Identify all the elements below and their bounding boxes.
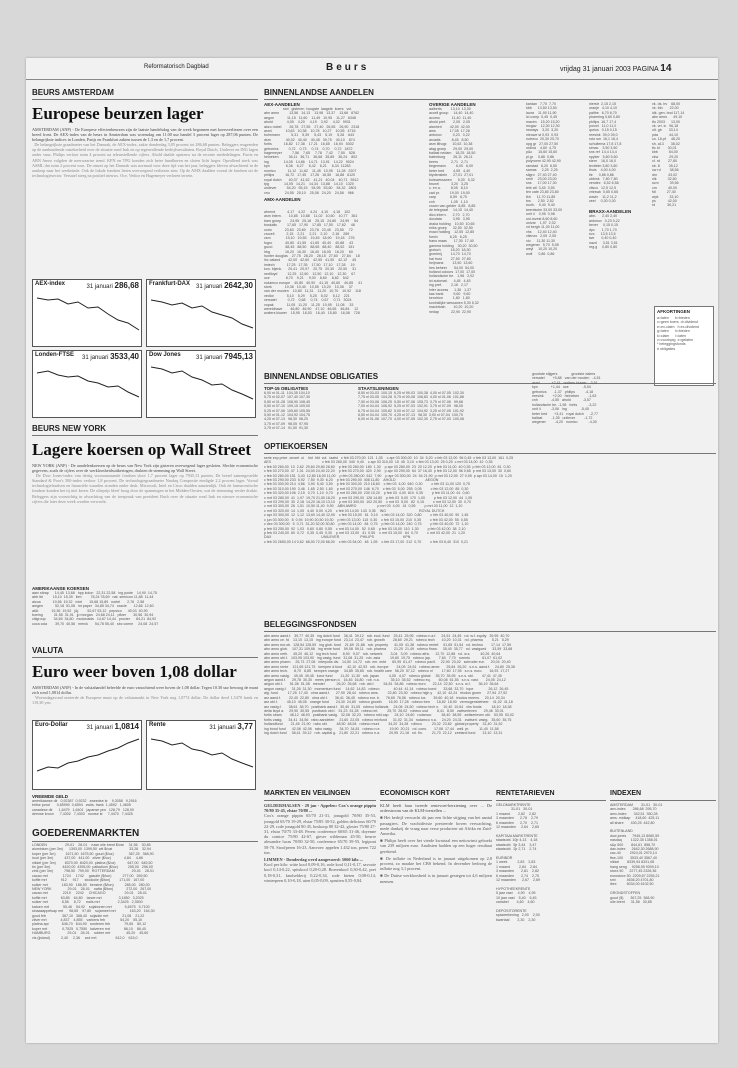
article-headline: Lagere koersen op Wall Street (32, 440, 252, 459)
table-title: AMX-AANDELEN (264, 197, 301, 203)
article-headline: Europese beurzen lager (32, 104, 204, 123)
table-body: LONDEN 29-01 28-01 ruwe olie brent $/vat 31,56 30,85 aluminium (per 3m) 1393,00 1399,50 wti $/vat 33,28 32,94 koper (per 3m) 1671,50 1675,50 goud ($/oz) 367,25 368,90 lood (per 3m) 437,00 441,00 zilver ($/oz) 4,84 4,86 nikkel (per 3m) 8370,00 8420,00 platina ($/oz) 647,00 645,50 tin (per 3m) 4420,00 4395,00 palladium ($/oz) 255,00 256,00 zink (per 3m) 798,50 799,00 ROTTERDAM 29-01 28-01 cacao mrt 1724 1742 gasolie ($/ton) 277,00 269,50 koffie mrt 912 917 stookolie ($/ton) 171,00 167,00 suiker mrt 183,90 186,50 benzine ($/ton) 285,00 280,00 NEW YORK 29-01 28-01 nafta ($/ton) 272,00 267,00 cacao mrt 2219 2242 CHICAGO 29-01 28-01 koffie mrt 63,85 64,80 tarwe mrt 3,1850 3,2025 suiker mrt 8,56 8,72 maïs mrt 2,3425 2,3500 katoen mrt 55,46 54,92 sojabonen mrt 5,6575 5,7100 sinaasappelsap mrt 98,65 97,80 sojameel mrt 163,20 164,30 goud feb 367,10 368,40 sojaolie mrt 21,08 21,22 zilver mrt 4,837 4,855 varkens feb 54,20 55,10 platina apr 646,70 644,90 runderen feb 79,65 80,12 koper mrt 0,7525 0,7550 kalveren mrt 86,10 86,40 HAMBURG 29-01 28-01 rubber mrt 45,20 45,60 vis (ijsland) 2,40 2,36 wol mrt 612,0 615,0 (32, 843, 155, 940)
chart-dax (146, 279, 256, 347)
section-optiekoersen (264, 442, 716, 618)
chart-line (147, 361, 257, 409)
table-body: 6,00 nl 01-11 104,35 104,10 5,75 nl 02-07 107,40 107,30 5,50 nl 01-28 108,90 108,45 5,50 nl 07-10 109,15 109,00 5,25 nl 07-06 105,60 105,55 5,00 nl 01-12 104,92 104,75 4,25 nl 07-13 98,30 98,20 3,75 nl 07-09 98,05 97,95 3,75 nl 07-14 91,50 91,30 (264, 391, 310, 431)
article-body: AMSTERDAM (ANP) - De Europese effectenbeurzen zijn de laatste handelsdag van de week begonnen met koersverliezen over een breed front. De AEX-index van de beurs in Amsterdam was woensdag om 11.00 uur handel 3 procent lager op 287,06 punten. De belangrijkste indices in Londen, Parijs en Frankfurt zakten tussen de 1,3 en de 1,7 procent. De belangrijkste graadmeter van het Damrak, de AEX-index, zakte donderdag 3,05 procent tot 286,68 punten. Beleggers reageerden op de aanhoudende onzekerheid over de situatie rond Irak en op tegenvallende bedrijfsresultaten. Royal Dutch, Unilever en ING lagen onder vuur. Philips verloor ruim 4 procent na teleurstellende cijfers. Ahold daalde opnieuw na de recente mededelingen. Fortis en ABN Amro volgden de neerwaartse trend. KPN en TPG konden zich beter handhaven en sloten licht hoger. Opvallend sterk was ASML dat ruim 2 procent won. De omzet op het Damrak was normaal voor deze tijd van het jaar, beleggers bleven afwachtend in de aanloop naar het weekeinde. Ook de lokale fondsen lieten overwegend verliezen zien. Op de AMX daalden vooral de fondsen uit de technologiesector. Versatel steeg na positief nieuws. Oce, Vedior en Hagemeyer verloren terrein. (32, 127, 258, 178)
section-markten-veilingen (264, 790, 376, 1042)
paper-name: Reformatorisch Dagblad (144, 64, 209, 70)
chart-line (147, 731, 257, 781)
chart-value: 31 januari 3,77 (209, 722, 253, 731)
article-body: NEW YORK (ANP) - De aandelenkoersen op de beurs van New York zijn gisteren overwegend lager gesloten. Slechte economische gegevens, zoals de cijfers over de werkloosheidsuitkeringen, drukten de stemming op Wall Street. De Dow Jones-index van dertig vooraanstaande fondsen sloot 1,7 procent lager op 7945,13 punten. De breed samengestelde Standard & Poor's 500-index verloor 1,8 procent. De technologiegraadmeter Nasdaq Composite eindigde 2,2 procent lager. Vooral technologiefondsen en financiële waarden stonden onder druk. Microsoft, Intel en Cisco daalden aanzienlijk. Ook de farmaceutische fondsen konden het tij niet keren. De olieprijs bleef hoog door de spanningen in het Midden-Oosten, wat de stemming verder drukte. Beleggers zijn voorzichtig in afwachting van de toespraak van president Bush over de situatie rond Irak en nieuwe economische cijfers die later deze week worden verwacht. (32, 463, 258, 504)
box-body: a=laten b=bieden c=geen koers d=dividend e=ex-claim f=ex-dividend g=laten h=bieden k=claim l=laten v=voorlopig x=gelaten * beleggingsfonds # obligaties (657, 316, 699, 351)
table-amerikaanse-koersen (32, 586, 258, 644)
newspaper-page (26, 58, 718, 1043)
chart-ftse (32, 350, 142, 418)
table-body: abe- 2,40 2,40 antonov 0,23 0,22 bever 0,15 0,15 dpc 1,70 1,70 ezc 13,5 13,5 iwe 0,40 0,40 nazd 3,51 3,51 reg.g 0,80 0,80 (589, 214, 620, 250)
table-body: AMSTERDAM 31-01 30-01 aex-index 286,68 295,70 amx-index 342,51 350,28 ams. midkap 418,60 425,11 all share 430,25 442,80 BUITENLAND dow jones 7945,13 8080,59 nasdaq 1322,35 1358,01 s&p 500 844,61 858,70 dax-index 2642,30 2688,90 cac-40 2924,01 2970,14 ftse-100 3533,40 3567,40 nikkei 8339,94 8331,08 hang seng 9258,95 9309,10 stoxx 50 2277,45 2326,36 eurostoxx 50 2209,67 2255,21 smi 4636,20 4701,80 ibex 6034,00 6102,50 GRONDSTOFFEN goud ($) 367,25 368,90 olie brent 31,56 30,85 (610, 803, 663, 904)
section-beleggingsfondsen (264, 620, 716, 786)
table-body: abn amro aand.f. 39,77 40,35 ing dutch fund 38,41 39,12 rob. ecol. fund 25,41 25,95 robeco n.a.f. 24,51 24,45 rol. w.f. equity 39,95 40,70 abn amro ce. fd 13,10 13,15 ing europe fund 23,14 23,47 rob. growth 28,60 29,21 robeco tech 10,20 10,31 rol. pharma 5,21 5,29 abn amro eur.ob. 128,54 128,59 ing glob. fund 21,69 21,88 rob. property 41,05 41,38 robeco rentef. 51,65 51,54 rol. techno 17,14 17,59 abn amro glob. 107,31 109,66 ing rente fund 59,08 59,11 rob. pharma 21,20 21,49 robeco finan. 35,40 35,77 rol. vastgoed 33,59 33,68 abn amro neth. 45,20 46,12 ing tech fund 8,90 9,07 rob. netwerk 3,04 3,09 robeco afric. 12,70 12,88 rol. w.s. 40,26 40,64 abn amro obl.f. 103,95 103,90 ing vastg. fund 31,08 31,25 rob. asia 19,60 19,75 robeco jap. 7,60 7,70 rorento 61,07 61,02 abn amro pharm. 26,73 27,08 interpolis div. 14,50 14,72 rob. em. mrkt 60,95 61,47 robeco pacif. 22,90 23,02 schroder eur. 20,04 20,40 abn amro rente 121,65 121,75 kempen d.fund 42,10 42,93 rob. europe 24,05 24,51 robeco amer. 25,84 26,20 s.n.s. aand.f. 24,80 25,38 abn amro tech. 8,70 8,85 kempen orange 34,85 35,65 rob. health care 56,20 57,12 robeco nl 17,60 17,95 s.n.s. euro. 16,93 17,27 abn amro vastg. 49,45 49,45 luxor fund 11,20 11,30 rob. japan 4,05 4,07 robeco global 35,70 35,95 s.n.s. obl. 47,41 47,45 aegon aand.f. 29,78 30,30 mees pierson d. 16,45 16,80 rob. n.a. 35,10 35,52 robeco eq. 60,08 61,55 s.n.s. vast. 24,05 24,12 aegon obl.f. 51,06 51,08 mendel 26,20 26,68 rob. obl.f. 54,81 54,86 robeco euro 22,14 22,50 s.n.s. w.f. 36,19 36,64 aegon vastg.f. 31,28 31,30 momentum fund 14,62 14,83 robeco 40,44 41,14 robeco bond 33,68 33,70 tope 26,12 26,45 alg. fund 17,25 17,40 ohra aand.f. 27,90 28,44 robeco ams. 22,80 23,30 robeco high y 42,10 42,24 triodos groen 27,94 27,92 asr aand.f. 22,40 22,80 ohra obl.f. 36,41 36,45 robeco eur. b. 76,65 76,56 robeco lux. 39,60 40,18 triodos meerw. 20,14 20,34 asr obl.f. 45,10 45,05 orange fund 24,30 24,80 robeco growth 16,90 17,28 robeco tren 18,82 18,90 vermogensbeheer 41,02 41,18 asr vastg.f. 38,61 38,70 postbank aand.f. 30,40 31,05 robeco hollands 24,08 24,50 robeco tech n. 10,40 10,64 vhs fonds 18,10 18,38 delta lloyd a. 29,90 30,55 postbank obl.f. 51,23 51,28 robeco int. 25,70 26,02 robeco usd 8,41 8,50 zwitserleven 29,46 30,01 fortis obam 48,12 48,93 postbank vastg. 32,08 32,23 robeco mid cap 24,10 24,60 rodamco 38,40 38,55 zwitserleven obl. 53,05 53,02 fortis vastg. 34,41 34,56 rabo aandelen 21,60 22,05 robeco mixfund 31,02 31,34 rodamco n.a. 24,20 24,31 zwitserl. vastg. 35,60 35,75 hollandfund 21,45 21,90 rabo obl. 48,50 48,54 robeco muni 34,20 34,28 rolinco 23,32 23,82 global property 31,40 31,52 ing bond fund 42,08 42,06 rabo vastg. 34,70 34,81 robeco n.e. 19,90 20,21 rol. cons. 17,08 17,44 well. pr. 11,40 11,58 ing dutch fund 38,41 39,12 rob. capital g. 21,80 22,21 robeco n.a. 20,95 21,18 rol. fin. 21,70 22,12 zeeland fund 13,10 13,31 (264, 634, 515, 735)
table-body: ahrend 4,17 4,22 4,24 4,10 4,18 102 asm intern. 10,85 10,88 11,02 10,60 10,77 361 bam groep 24,95 25,18 25,15 24,80 24,99 54 boskalis 17,65 17,90 17,85 17,50 17,62 46 corio 23,60 23,60 23,78 23,45 23,55 72 crucell 2,15 2,21 2,21 2,10 2,16 289 csm 19,10 19,55 19,45 18,90 19,18 276 fugro 40,80 41,55 41,65 40,40 40,88 43 gucci 88,45 88,50 88,65 88,40 88,52 151 hbg 16,20 16,30 16,40 16,05 16,20 60 hunter douglas 27,75 28,20 28,15 27,60 27,84 18 ihc caland 42,00 42,60 42,55 41,50 42,12 45 imtech 17,25 17,35 17,50 17,10 17,28 19 kon. bijenk. 20,41 20,97 20,75 20,30 20,50 31 nedlloyd 12,25 12,60 12,50 12,10 12,30 67 oce 8,70 9,21 9,00 8,60 8,82 542 rodamco europe 40,80 40,90 41,15 40,60 40,85 41 stork 10,36 10,40 10,55 10,20 10,38 37 van der moolen 10,80 11,31 11,20 10,70 10,92 118 vedior 5,10 5,29 5,25 5,02 5,12 221 versatel 0,72 0,68 0,74 0,67 0,71 3024 vopak 11,05 11,20 11,25 10,95 11,08 33 wereldhave 46,80 46,90 47,10 46,65 46,84 12 wolters kluwer 15,95 16,53 16,40 15,80 16,08 728 (264, 210, 363, 316)
table-title: AEX-AANDELEN (264, 102, 300, 107)
article-beurs-amsterdam (32, 88, 258, 278)
table-body: GELDMARKTRENTE 31-01 30-01 1 maand 2,82 2,82 3 maanden 2,78 2,79 6 maanden 2,70 2,71 12 maanden 2,64 2,65 KAPITAALMARKTRENTE staatsobl. 10jr 4,13 4,18 staatsobl. 5jr 3,44 3,47 staatsobl. 2jr 2,71 2,74 EURIBOR 1 week 2,83 2,83 1 maand 2,84 2,84 3 maanden 2,81 2,82 6 maanden 2,74 2,75 12 maanden 2,67 2,69 HYPOTHEEKRENTE 5 jaar vast 4,90 4,95 10 jaar vast 5,40 5,45 variabel 4,60 4,60 DEPOSITORENTE spaarrekening 2,00 2,00 kwartaal 2,30 2,30 (496, 803, 540, 922)
section-title: BINNENLANDSE AANDELEN (264, 88, 374, 97)
page-header (26, 58, 718, 80)
chart-line (147, 290, 257, 338)
section-goederenmarkten (32, 828, 258, 1042)
section-body: GELDERMALSEN - 29 jan - Appelen: Cox's orange pippin 70/80 35-45, elstar 70/80 ... Cox's orange pippin 65/70 21-31, jonagold 70/80 35-53, jonagold 65/70 19-29, elstar 75/85 30-52, golden delicious 60/70 22-29, rode jonagold 80 45, boskoop 80 32-42, gloster 75/80 27-31, elstar 70/75 33-48. Peren: conference 60/65 31-46, doyenne du comice 75/80 42-67, gieser wildeman 45-50, beurre alexandre lucas 70/80 32-50, conference 65/70 39-55, legipont 58-70. Stoofperen 16-23. Aanvoer: appelen 1.432 ton, peren 722 ton. LIMMEN - Donderdag werd aangevoerd: 5060 kilo ... Kool per kilo: witte kool 0,09-0,16, rode kool 0,11-0,17, savooie kool 0,14-0,22, spitskool 0,20-0,28. Boerenkool 0,30-0,42, prei 0,18-0,31, knolselderij 0,22-0,34, rode bieten 0,08-0,14, winterpeen 0,10-0,18, uien 0,05-0,09, spruiten 0,55-0,84. (264, 803, 376, 883)
section-binnenlandse-obligaties (264, 372, 716, 438)
chart-value: 31 januari 3533,40 (82, 352, 139, 361)
article-headline: Euro weer boven 1,08 dollar (32, 662, 237, 681)
table-body: serie exp.price omzet oi hld hfd vol. laatst c feb 03 270,00 121 1,35 c apr 03 300,00 10 34 5,20 c feb 03 12,00 96 0,45 c feb 03 13,00 161 0,25 AEX c feb 03 280,00 340 9,40 c apr 03 310,00 15 45 3,10 c feb 03 13,00 25 0,25 c mrt 03 14,00 42 0,35 c feb 03 260,00 10 2,62 29,60 29,80 28,60 p feb 03 260,00 180 1,30 p apr 03 280,00 23 20 12,20 p feb 03 11,00 40 0,35 p feb 03 12,00 81 0,30 c feb 03 270,00 47 1,01 24,00 24,40 22,20 p feb 03 270,00 420 2,90 p apr 03 290,00 64 37 16,40 p feb 03 12,00 56 0,65 p mrt 03 13,00 30 0,60 c feb 03 280,00 151 3,43 12,80 16,00 11,00 p feb 03 280,00 612 7,90 p apr 03 300,00 24 54 21,90 p mrt 03 12,00 27 0,95 p apr 03 14,00 15 1,20 c feb 03 290,00 233 5,92 7,50 9,30 6,20 p feb 03 290,00 408 11,80 AHOLD AEGON c feb 03 300,00 214 4,66 3,90 5,40 3,50 p feb 03 300,00 210 18,60 c feb 03 4,00 640 0,30 c feb 03 11,00 120 0,75 c feb 03 310,00 190 3,46 1,65 2,50 1,60 p mrt 03 270,00 146 6,70 c feb 03 5,00 255 0,05 c feb 03 12,00 85 0,30 c feb 03 320,00 106 2,15 0,70 1,10 0,70 p mrt 03 280,00 230 10,20 p feb 03 4,00 810 0,35 p feb 03 11,00 61 0,60 c mrt 03 280,00 41 1,97 19,70 21,50 18,20 p mrt 03 290,00 128 14,80 p feb 03 5,00 170 1,00 p feb 03 12,00 44 1,05 c mrt 03 290,00 30 2,18 14,20 16,10 13,10 p mrt 03 300,00 102 20,50 c mrt 03 5,00 82 0,15 c mrt 03 12,00 30 0,70 c mrt 03 300,00 26 1,51 10,50 11,40 9,90 ABN AMRO p mrt 03 4,00 41 0,55 p mrt 03 11,00 12 1,10 c mrt 03 320,00 14 1,05 4,40 5,00 4,20 c feb 03 14,00 143 0,35 ING ROYAL DUTCH c apr 03 300,00 12 1,12 13,60 14,40 12,90 c feb 03 15,00 61 0,10 c feb 03 14,00 320 0,80 c feb 03 40,00 90 1,45 c jun 03 300,00 8 0,94 19,90 20,50 19,30 p feb 03 13,00 115 0,30 c feb 03 15,00 210 0,35 c feb 03 42,00 55 0,55 c dec 03 300,00 5 0,71 31,20 32,00 30,80 p feb 03 14,00 84 0,75 p feb 03 14,00 240 0,75 p feb 03 40,00 72 1,10 p feb 03 250,00 92 1,03 0,60 0,80 0,55 c mrt 03 14,00 52 0,65 p feb 03 15,00 110 1,30 p feb 03 42,00 38 2,10 p feb 03 240,00 60 0,72 0,35 0,45 0,30 p mrt 03 13,00 41 0,55 c mrt 03 15,00 64 0,70 c mrt 03 42,00 21 1,20 DAX UNILEVER PHILIPS KPN c feb 03 2650,00 14 0,62 68,00 72,00 66,00 c feb 03 54,00 48 1,55 c feb 03 17,00 212 0,70 c feb 03 6,40 310 0,21 (264, 456, 514, 544)
table-body: vk. ds. bv 68,00 vk. fdn 22,00 idk. gen. bnd 117,14 abn amro 49,10 tfo 2003 13,00 vk. vrt. ic 96,18 olt. gb 33,14 pda 44,10 co. 18-pf 48,20 sh. a13 38,02 ttc ld 30,01 kbb 54,00 ckw 29,20 cf. rd 27,80 sb. 8 35,12 cw rd 38,56 drn 43,02 nlk 32,80 scm 39,56 crn 40,00 fdl 27,40 wpk 33,10 ps 42,00 rd 30,21 (652, 102, 685, 208)
table-title: AMERIKAANSE KOERSEN (32, 586, 90, 591)
table-body: kardan 7,70 7,70 kbb 13,50 13,50 laura 11,90 11,90 lci comp 0,45 0,45 maxim 15,20 15,20 mcgav 12,30 12,30 neways 3,20 3,20 nieuwe st 0,93 0,93 nutreco 20,30 20,70 opg gr 27,00 27,50 ordina 4,60 4,75 p&c 15,60 15,60 pl.gr 0,86 0,86 polynorm 42,90 42,90 ranstad 6,20 6,50 samas 2,25 2,25 sligro 27,40 27,40 smit 23,00 23,00 sns 17,00 17,30 tele atl 3,45 3,55 ten cate 23,80 23,80 tkh 11,70 11,85 tns 2,50 2,52 toolh. 9,40 9,40 twentsche 33,00 33,00 unit 4 0,95 0,98 uni-invest 8,60 8,60 univar 1,97 2,02 vd bergh 11,00 11,00 vhs 12,40 12,40 vilenzo 2,05 2,05 vio 11,30 11,30 wegener 5,70 5,95 weyl 10,20 10,20 wolt 0,86 0,86 (526, 102, 563, 256)
table-body: grootste stijgers grootste dalers versatel +5,88 van der moolen -4,51 asml +2,41 wolters kluwer -3,51 kpn +1,44 oce -5,54 getronics -1,37 philips -4,18 reesink +2,00 heineken -1,63 cnh -4,55 ahold -3,57 hollandsche be. -1,98 fortis -3,22 unit 4 -3,06 ing -5,45 beter bed +3,41 royal dutch -2,77 ballast -1,35 unilever -1,72 wegener -4,20 numico -4,30 (532, 372, 601, 425)
chart-title: AEX-index (35, 281, 66, 287)
date-page: vrijdag 31 januari 2003 PAGINA 14 (560, 63, 672, 74)
article-kicker: BEURS AMSTERDAM (32, 88, 114, 97)
article-valuta (32, 646, 258, 716)
section-title: INDEXEN (610, 790, 642, 797)
section-indexen (610, 790, 716, 1042)
chart-aex (32, 279, 142, 347)
table-body: aalberts 13,10 13,30 accell group 14,40 14,40 acomo 11,40 11,40 ahold pref. 2,05 2,05 alanheri 42,00 42,00 ams 17,05 17,28 antonov 0,23 0,22 arcadis 8,45 8,50 asm lithogr. 10,63 10,38 atag groep 29,00 29,00 ballast nedam 18,25 18,50 batenburg 26,11 26,11 beers 2,71 2,71 begemann 6,00 6,00 beter bed 4,55 4,40 blydenstein 27,01 27,01 bolswessanen 5,30 5,32 brunel 3,20 3,25 c. en a. 8,05 8,10 cad pr. 19,00 19,00 carp 6,59 6,70 cnh 1,05 1,10 crown van gelder 8,85 8,85 de telegraaf 14,15 14,40 dico intern. 2,70 2,70 docdata 3,95 3,95 draka holding 10,50 10,65 eriks groep 32,50 32,50 exact holding 12,55 12,85 fornix 6,25 6,25 frans maas 17,30 17,40 gamma holding 30,20 30,50 grolsch 18,20 18,30 grontmij 14,70 14,70 hal trust 27,50 27,80 heijmans 13,50 13,60 hes beheer 54,00 54,00 holland colours 17,00 17,00 hollandsche be. 1,98 2,02 ict automat. 4,45 4,45 ing pref. 2,16 2,17 inter access 1,36 1,37 kas bank 9,60 9,60 kendrion 1,80 1,80 koninklijke wessanen 5,30 5,32 macintosh 10,20 10,20 nedap 22,90 22,90 (429, 107, 479, 314)
table-title: OVERIGE AANDELEN (429, 102, 476, 107)
section-title: RENTETARIEVEN (496, 790, 555, 797)
section-title: MARKTEN EN VEILINGEN (264, 790, 351, 797)
article-kicker: VALUTA (32, 646, 64, 655)
table-body: 8,50 nl 03-03 100,15 6,25 nl 99-03 100,38 4,00 nl 07-05 102,30 7,75 nl 03-05 104,28 5,75 nl 00-08 106,83 4,00 nl 01-06 101,88 7,50 nl 03-06 106,25 5,50 nl 97-06 105,73 3,75 nl 07-06 99,68 7,00 nl 04-04 106,92 5,25 nl 97-03 102,91 3,75 nl 07-09 98,05 6,75 nl 04-04 105,82 5,00 nl 07-12 104,92 3,25 nl 07-05 101,92 6,50 nl 04-04 105,70 4,25 nl 07-13 98,30 3,00 nl 07-04 100,70 6,00 nl 01-06 107,70 4,00 nl 07-05 102,30 2,75 nl 07-03 100,08 (358, 391, 464, 422)
chart-title: Rente (149, 722, 166, 728)
article-wall-street (32, 424, 258, 584)
box-title: AFKORTINGEN (657, 309, 690, 314)
chart-value: 31 januari 1,0814 (86, 722, 139, 731)
chart-line (33, 731, 143, 781)
section-title: OPTIEKOERSEN (264, 442, 328, 451)
chart-title: Euro-Dollar (35, 722, 68, 728)
chart-title: Dow Jones (149, 352, 181, 358)
table-title: TOP-15 OBLIGATIES (264, 386, 309, 391)
table-vreemde-geld (32, 794, 258, 826)
table-body: nierstr 2,15 2,15 oranje 4,10 4,10 palthe 6,70 6,70 pharming 0,60 0,60 philips 16,7 17,4 porcel 11,0 11,0 qurius 0,15 0,15 reesink 39,0 39,0 roto sm 16,1 16,4 schuitema 17,8 17,8 simac 3,50 3,50 sns ref 14,4 14,4 spyker 5,60 5,60 stern 16,0 16,0 textielm 3,80 3,80 thuis 4,00 4,00 tie 0,86 0,86 ubbink 7,80 7,80 vendex 6,52 6,58 vlisco 12,5 12,5 vrieswk 0,65 0,65 wavin 11,2 11,2 zeel 0,30 0,30 (589, 102, 622, 203)
section-rentetarieven (496, 790, 606, 1042)
chart-dowjones (146, 350, 256, 418)
section-title: Beurs (326, 62, 370, 73)
chart-title: Frankfurt-DAX (149, 281, 191, 287)
section-title: BINNENLANDSE OBLIGATIES (264, 372, 379, 381)
table-title: STAATSLENINGEN (358, 386, 399, 391)
table-body: aarc sitrap 14,45 13,68 hpp kolon 22,31 22,58 ing poste 14,90 14,75 abb ltd 15,10 15,39 ibm 78,24 78,69 nat. semicon 11,88 11,44 alcoa 19,56 19,32 intel 15,68 15,89 nortel 2,76 2,58 amgen 52,18 51,08 int paper 34,85 34,74 oracle 12,66 12,60 at&t 19,36 19,52 j&j 52,67 53,12 pepsico 40,03 40,90 boeing 31,55 31,91 jp morgan 24,68 24,11 pfizer 30,56 30,94 citigroup 34,65 34,80 mcdonalds 14,67 14,44 procter 84,21 84,92 coca cola 39,70 40,56 merck 54,78 55,40 sbc comm 24,08 24,57 (32, 591, 159, 626)
chart-value: 31 januari 286,68 (86, 281, 139, 290)
chart-euro-dollar (32, 720, 142, 790)
section-title: ECONOMISCH KORT (380, 790, 450, 797)
chart-value: 31 januari 2642,30 (196, 281, 253, 290)
section-body: KLM heeft haar tweede rentevoet-herziening over ... De orderstroom van de KLM-toestellen ... ■ Het bedrijf verwacht dit jaar een lichte stijging van het aantal passagiers. De vrachtdivisie presteerde boven verwachting, mede dankzij de vraag naar verse producten uit Afrika en Zuid-Amerika. ■ Philips heeft over het vierde kwartaal een nettowinst geboekt van 239 miljoen euro. Analisten hadden op een hoger resultaat gerekend. ■ De inflatie in Nederland is in januari uitgekomen op 2,8 procent, zo maakte het CBS bekend. In december bedroeg de inflatie nog 3,1 procent. ■ De Duitse werkloosheid is in januari gestegen tot 4,6 miljoen mensen. (380, 803, 492, 884)
table-title: BRAXX-AANDELEN (589, 209, 632, 215)
section-binnenlandse-aandelen (264, 88, 716, 370)
filler-text: De belangrijkste graadmeter van het Damrak, de AEX-index, zakte donderdag 3,05 procent tot 286,68 punten. Beleggers reageerden op de aanhoudende onzekerheid over de situatie rond Irak en op tegenvallende bedrijfsresultaten. Royal Dutch, Unilever en ING lagen onder vuur. Philips verloor ruim 4 procent na teleurstellende cijfers. Ahold daalde opnieuw na de recente mededelingen. Fortis en ABN Amro volgden de neerwaartse trend. KPN en TPG konden zich beter handhaven en sloten licht hoger. Opvallend sterk was ASML dat ruim 2 procent won. De omzet op het Damrak was normaal voor deze tijd van het jaar, beleggers bleven afwachtend in de aanloop naar het weekeinde. Ook de lokale fondsen lieten overwegend verliezen zien. Op de AMX daalden vooral de fondsen uit de technologiesector. Versatel steeg na positief nieuws. Oce, Vedior en Hagemeyer verloren terrein. (32, 142, 258, 178)
table-body: slot gisteren hoogste laagste koers vol. abn amro 13,58 14,13 13,98 13,37 13,66 8762 aegon 11,15 11,60 11,49 10,95 11,27 6348 ahold 4,05 4,20 4,19 3,92 4,02 9931 akzo nobel 26,78 27,55 27,40 26,55 26,90 2318 asml 10,63 10,38 10,78 10,27 10,55 4716 buhrmann 5,31 5,39 5,43 5,19 5,28 643 dsm 40,02 40,40 40,45 39,75 40,10 874 fortis 16,82 17,38 17,21 16,65 16,94 5302 getronics 0,72 0,73 0,74 0,70 0,72 1872 hagemeyer 7,56 7,65 7,78 7,42 7,50 528 heineken 36,11 36,71 36,68 35,85 36,24 802 ing 14,05 14,86 14,71 13,91 14,22 9024 kpn 6,36 6,27 6,42 6,21 6,34 11283 numico 11,12 11,62 11,45 10,95 11,28 2207 philips 16,72 17,45 17,26 16,55 16,88 6120 royal dutch 40,37 41,52 41,21 40,04 40,71 5512 tpg 14,05 14,21 14,34 13,88 14,10 1320 unilever 54,20 55,15 54,95 53,60 54,32 2801 vnu 24,55 25,10 25,08 24,20 24,58 966 (264, 107, 360, 195)
table-title: VREEMDE GELD (32, 794, 69, 799)
chart-value: 31 januari 7945,13 (196, 352, 253, 361)
section-title: BELEGGINGSFONDSEN (264, 620, 357, 629)
section-title: GOEDERENMARKTEN (32, 828, 140, 839)
article-kicker: BEURS NEW YORK (32, 424, 107, 433)
chart-line (33, 290, 143, 338)
section-economisch-kort (380, 790, 492, 1042)
chart-rente (146, 720, 256, 790)
chart-title: Londen-FTSE (35, 352, 74, 358)
article-body: AMSTERDAM (ANP) - In de valutahandel beleefde de euro vanochtend weer boven de 1,08 dollar. Tegen 10.30 uur bewoog de munt zich rond 1,0814 dollar. Woensdagavond noteerde de Europese munt op de valutamarkt in New York nog 1,0774 dollar. De dollar deed 1,5470 frank en 119,30 yen. (32, 685, 258, 706)
chart-line (33, 361, 143, 409)
table-body: amerikaanse dlr 0,92387 0,9232 zweedse kr 9,3058 9,2916 britse pond 0,65990 0,6594 zwits. frank 1,4592 1,4605 canadese dlr 1,6479 1,6401 japanse yen 128,79 128,90 deense kroon 7,4302 7,4303 noorse kr 7,4470 7,4425 (32, 799, 137, 817)
